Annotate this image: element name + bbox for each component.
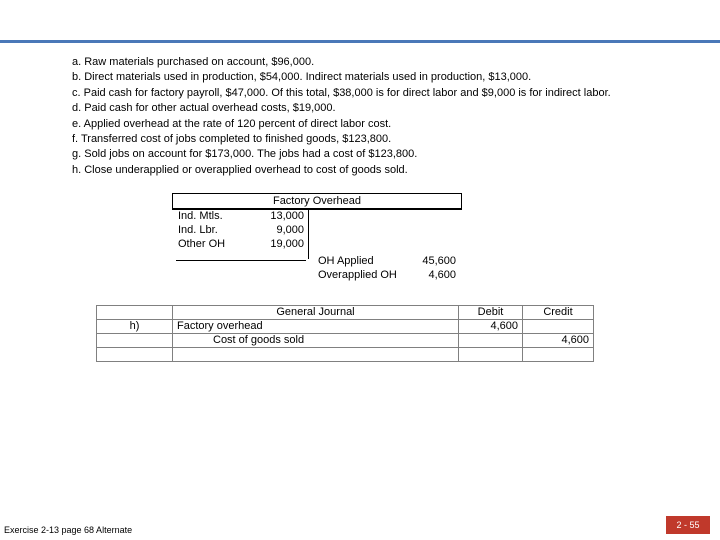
t-debit-label: Ind. Lbr. — [178, 224, 218, 236]
t-debit-label: Other OH — [178, 238, 226, 250]
table-row — [97, 348, 594, 362]
journal-credit — [523, 348, 594, 362]
t-account-title: Factory Overhead — [172, 193, 462, 210]
top-accent-bar — [0, 40, 720, 43]
t-debit-total-line — [176, 260, 306, 261]
table-row — [97, 320, 594, 334]
journal-account: Factory overhead — [173, 320, 459, 334]
journal-credit-header: Credit — [523, 306, 594, 320]
item-h: h. Close underapplied or overapplied overhead to cost of goods sold. — [72, 163, 408, 176]
journal-debit — [459, 334, 523, 348]
journal-title: General Journal — [173, 306, 459, 320]
journal-account: Cost of goods sold — [173, 334, 459, 348]
t-credit-label: OH Applied — [318, 255, 374, 267]
journal-header-row — [97, 306, 594, 320]
journal-ref — [97, 348, 173, 362]
factory-overhead-t-account — [172, 193, 462, 283]
item-c: c. Paid cash for factory payroll, $47,000. Of this total, $38,000 is for direct labor and $9,000 is for indirect labor. — [72, 86, 611, 99]
exercise-items — [72, 55, 611, 178]
journal-debit-header: Debit — [459, 306, 523, 320]
item-b: b. Direct materials used in production, $54,000. Indirect materials used in production, $13,000. — [72, 71, 532, 84]
journal-ref — [97, 334, 173, 348]
journal-debit — [459, 348, 523, 362]
t-credit-label: Overapplied OH — [318, 269, 397, 281]
journal-table — [96, 305, 594, 362]
item-d: d. Paid cash for other actual overhead costs, $19,000. — [72, 102, 336, 115]
t-debit-value: 19,000 — [270, 238, 304, 250]
item-e: e. Applied overhead at the rate of 120 percent of direct labor cost. — [72, 117, 392, 130]
footer-caption: Exercise 2-13 page 68 Alternate — [4, 525, 133, 535]
journal-debit: 4,600 — [459, 320, 523, 334]
item-f: f. Transferred cost of jobs completed to finished goods, $123,800. — [72, 133, 392, 146]
t-credit-value: 4,600 — [428, 269, 456, 281]
item-g: g. Sold jobs on account for $173,000. The jobs had a cost of $123,800. — [72, 148, 418, 161]
t-debit-label: Ind. Mtls. — [178, 210, 223, 222]
t-debit-value: 9,000 — [276, 224, 304, 236]
journal-header-ref — [97, 306, 173, 320]
t-debit-value: 13,000 — [270, 210, 304, 222]
t-account-divider — [308, 209, 309, 259]
general-journal — [96, 305, 593, 362]
journal-ref: h) — [97, 320, 173, 334]
journal-credit — [523, 320, 594, 334]
t-credit-value: 45,600 — [422, 255, 456, 267]
table-row — [97, 334, 594, 348]
item-a: a. Raw materials purchased on account, $96,000. — [72, 56, 315, 68]
slide-number-badge: 2 - 55 — [666, 516, 710, 534]
journal-account — [173, 348, 459, 362]
journal-credit: 4,600 — [523, 334, 594, 348]
